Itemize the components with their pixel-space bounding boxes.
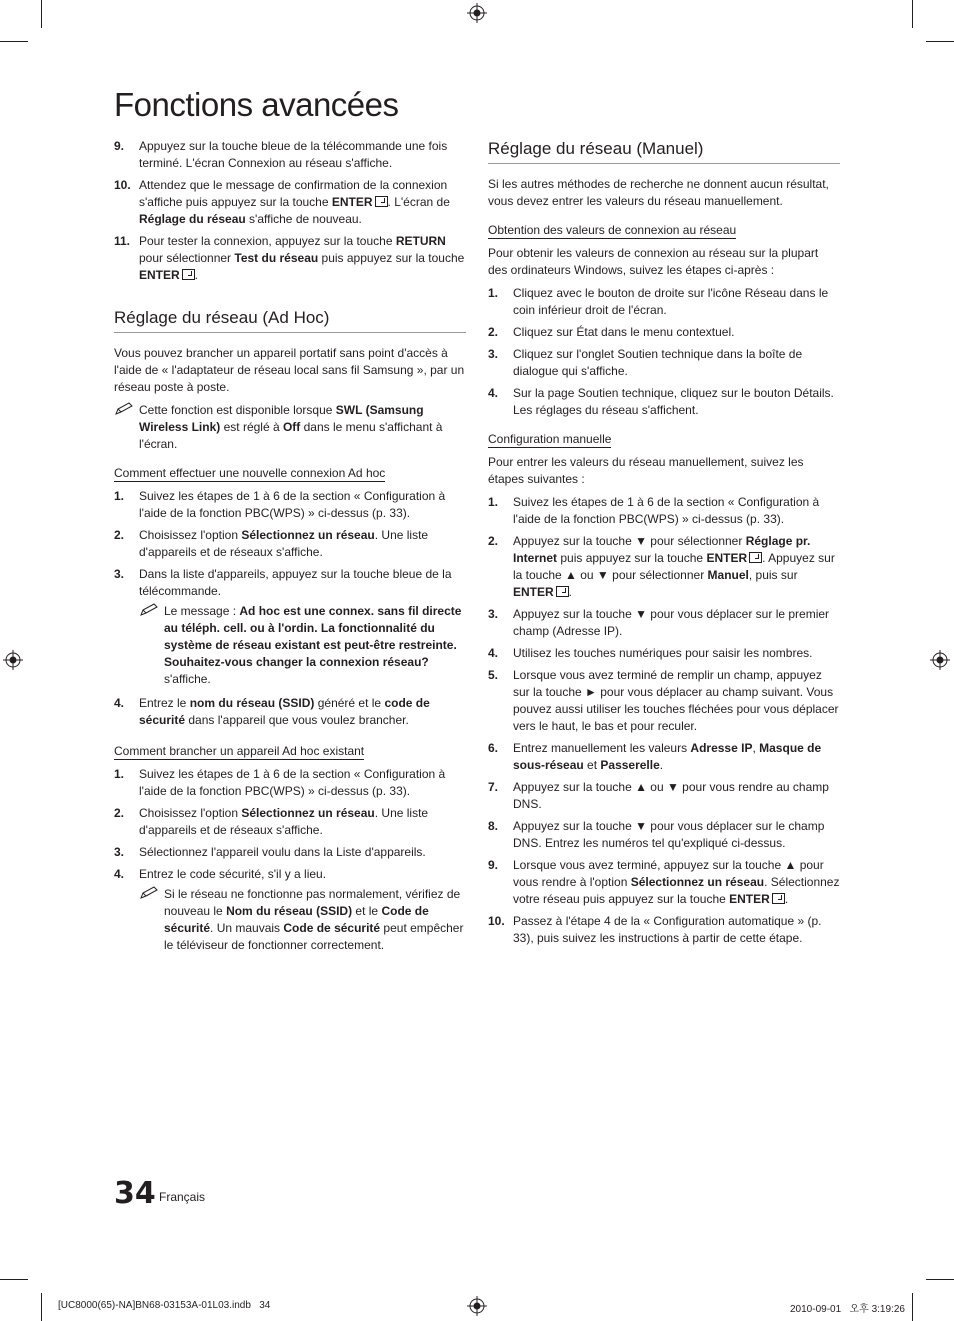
step-text: Entrez manuellement les valeurs Adresse IP, Masque de sous-réseau et Passerelle. (513, 741, 822, 772)
step-item (114, 138, 466, 172)
step-text: Cliquez avec le bouton de droite sur l'icône Réseau dans le coin inférieur droit de l'écran. (513, 286, 829, 317)
step-number: 3. (488, 347, 499, 361)
step-item (114, 233, 466, 284)
crop-mark (926, 1279, 954, 1280)
step-text: Dans la liste d'appareils, appuyez sur la touche bleue de la télécommande. (139, 567, 452, 598)
step-text: Suivez les étapes de 1 à 6 de la section « Configuration à l'aide de la fonction PBC(WPS) » ci-dessus (p. 33). (513, 495, 820, 526)
step-number: 4. (114, 867, 125, 881)
step-text: Cliquez sur l'onglet Soutien technique dans la boîte de dialogue qui s'affiche. (513, 347, 803, 378)
step-text: Appuyez sur la touche bleue de la télécommande une fois terminé. L'écran Connexion au réseau s'affiche. (139, 139, 448, 170)
step-item (488, 667, 840, 735)
step-text: Pour tester la connexion, appuyez sur la touche RETURN pour sélectionner Test du réseau puis appuyez sur la touche ENTER . (139, 234, 465, 282)
note (114, 402, 466, 453)
step-number: 1. (488, 286, 499, 300)
step-text: Passez à l'étape 4 de la « Configuration automatique » (p. 33), puis suivez les instructions à partir de cette étape. (513, 914, 822, 945)
step-item (488, 606, 840, 640)
step-number: 3. (488, 607, 499, 621)
step-number: 4. (114, 696, 125, 710)
pencil-note-icon (139, 603, 164, 688)
step-text: Appuyez sur la touche ▼ pour vous déplacer sur le premier champ (Adresse IP). (513, 607, 830, 638)
step-item (114, 805, 466, 839)
step-number: 11. (114, 234, 131, 248)
step-item (488, 324, 840, 341)
step-text: Appuyez sur la touche ▲ ou ▼ pour vous rendre au champ DNS. (513, 780, 829, 811)
step-number: 2. (488, 534, 499, 548)
step-number: 8. (488, 819, 499, 833)
section-heading-adhoc: Réglage du réseau (Ad Hoc) (114, 307, 466, 333)
crop-mark (41, 0, 42, 28)
step-text: Sélectionnez l'appareil voulu dans la Liste d'appareils. (139, 845, 426, 859)
step-number: 4. (488, 646, 499, 660)
crop-mark (912, 1293, 913, 1321)
step-item (114, 177, 466, 228)
left-column (114, 138, 466, 961)
step-number: 5. (488, 668, 499, 682)
step-item (114, 566, 466, 690)
step-text: Appuyez sur la touche ▼ pour vous déplacer sur le champ DNS. Entrez les numéros tel qu'expliqué ci-dessus. (513, 819, 825, 850)
subsection-intro: Pour entrer les valeurs du réseau manuellement, suivez les étapes suivantes : (488, 455, 804, 486)
step-text: Suivez les étapes de 1 à 6 de la section « Configuration à l'aide de la fonction PBC(WPS) » ci-dessus (p. 33). (139, 767, 446, 798)
step-item (488, 740, 840, 774)
subheading-existing-adhoc: Comment brancher un appareil Ad hoc existant (114, 744, 365, 758)
step-number: 9. (114, 139, 125, 153)
step-number: 2. (488, 325, 499, 339)
step-item (114, 766, 466, 800)
step-text: Appuyez sur la touche ▼ pour sélectionner Réglage pr. Internet puis appuyez sur la touche ENTER . Appuyez sur la touche ▲ ou ▼ pour sélectionner Manuel, puis sur ENTER . (513, 534, 835, 599)
step-item (114, 527, 466, 561)
step-number: 2. (114, 806, 125, 820)
step-text: Attendez que le message de confirmation de la connexion s'affiche puis appuyez sur la touche ENTER . L'écran de Réglage du réseau s'affiche de nouveau. (139, 178, 450, 226)
section-intro: Vous pouvez brancher un appareil portatif sans point d'accès à l'aide de « l'adaptateur de réseau local sans fil Samsung », par un réseau poste à poste. (114, 346, 465, 394)
subheading-manual-config: Configuration manuelle (488, 432, 612, 446)
print-slug-file: [UC8000(65)-NA]BN68-03153A-01L03.indb 34 (58, 1300, 271, 1311)
step-text: Entrez le code sécurité, s'il y a lieu. (139, 867, 327, 881)
step-text: Cliquez sur État dans le menu contextuel. (513, 325, 735, 339)
crop-mark (0, 41, 28, 42)
step-number: 1. (114, 489, 125, 503)
step-item (488, 533, 840, 601)
step-item (488, 913, 840, 947)
step-text: Utilisez les touches numériques pour saisir les nombres. (513, 646, 813, 660)
pencil-note-icon (114, 402, 139, 453)
section-heading-manual: Réglage du réseau (Manuel) (488, 138, 840, 164)
crop-mark (41, 1293, 42, 1321)
step-number: 3. (114, 567, 125, 581)
step-item (488, 857, 840, 908)
note-text: Si le réseau ne fonctionne pas normalement, vérifiez de nouveau le Nom du réseau (SSID) et le Code de sécurité. Un mauvais Code de sécurité peut empêcher le téléviseur de fonctionner correctement. (164, 887, 464, 952)
step-number: 10. (488, 914, 505, 928)
note-text: Le message : Ad hoc est une connex. sans fil directe au téléph. cell. ou à l'ordin. La fonctionnalité du système de réseau existant est peut-être restreinte. Souhaitez-vous changer la connexion réseau? s'affiche. (164, 604, 462, 686)
section-intro: Si les autres méthodes de recherche ne donnent aucun résultat, vous devez entrer les valeurs du réseau manuellement. (488, 177, 829, 208)
step-number: 2. (114, 528, 125, 542)
note (139, 886, 466, 954)
step-item (488, 285, 840, 319)
step-number: 4. (488, 386, 499, 400)
crop-mark (912, 0, 913, 28)
step-item (488, 818, 840, 852)
page-title: Fonctions avancées (114, 86, 399, 123)
language-label: Français (159, 1190, 206, 1204)
subheading-obtain-values: Obtention des valeurs de connexion au réseau (488, 223, 737, 237)
step-number: 1. (488, 495, 499, 509)
step-number: 9. (488, 858, 499, 872)
registration-mark-icon (467, 3, 487, 23)
page-number: 34 (114, 1176, 156, 1211)
step-text: Lorsque vous avez terminé, appuyez sur la touche ▲ pour vous rendre à l'option Sélectionnez un réseau. Sélectionnez votre réseau puis appuyez sur la touche ENTER . (513, 858, 840, 906)
step-text: Choisissez l'option Sélectionnez un réseau. Une liste d'appareils et de réseaux s'affiche. (139, 806, 429, 837)
step-item (488, 645, 840, 662)
step-number: 3. (114, 845, 125, 859)
step-item (488, 385, 840, 419)
step-item (114, 695, 466, 729)
subsection-intro: Pour obtenir les valeurs de connexion au réseau sur la plupart des ordinateurs Windows, suivez les étapes ci-après : (488, 246, 819, 277)
step-text: Entrez le nom du réseau (SSID) généré et le code de sécurité dans l'appareil que vous voulez brancher. (139, 696, 430, 727)
registration-mark-icon (3, 650, 23, 670)
step-number: 6. (488, 741, 499, 755)
step-text: Choisissez l'option Sélectionnez un réseau. Une liste d'appareils et de réseaux s'affiche. (139, 528, 429, 559)
right-column (488, 138, 840, 952)
step-item (488, 779, 840, 813)
subheading-new-adhoc: Comment effectuer une nouvelle connexion Ad hoc (114, 466, 386, 480)
step-item (114, 488, 466, 522)
top-steps (114, 138, 466, 284)
step-text: Suivez les étapes de 1 à 6 de la section « Configuration à l'aide de la fonction PBC(WPS) » ci-dessus (p. 33). (139, 489, 446, 520)
print-slug-date: 2010-09-01 오후 3:19:26 (790, 1304, 905, 1315)
step-item (488, 494, 840, 528)
step-text: Lorsque vous avez terminé de remplir un champ, appuyez sur la touche ► pour vous déplacer au champ suivant. Vous pouvez aussi utiliser les touches fléchées pour vous déplacer vers le haut, le bas et pour reculer. (513, 668, 839, 733)
pencil-note-icon (139, 886, 164, 954)
crop-mark (0, 1279, 28, 1280)
note-text: Cette fonction est disponible lorsque SWL (Samsung Wireless Link) est réglé à Off dans le menu s'affichant à l'écran. (139, 403, 443, 451)
step-number: 7. (488, 780, 499, 794)
registration-mark-icon (467, 1296, 487, 1316)
crop-mark (926, 41, 954, 42)
step-item (488, 346, 840, 380)
step-item (114, 866, 466, 956)
note (139, 603, 466, 688)
step-text: Sur la page Soutien technique, cliquez sur le bouton Détails. Les réglages du réseau s'affichent. (513, 386, 834, 417)
step-number: 10. (114, 178, 131, 192)
registration-mark-icon (930, 650, 950, 670)
step-item (114, 844, 466, 861)
step-number: 1. (114, 767, 125, 781)
